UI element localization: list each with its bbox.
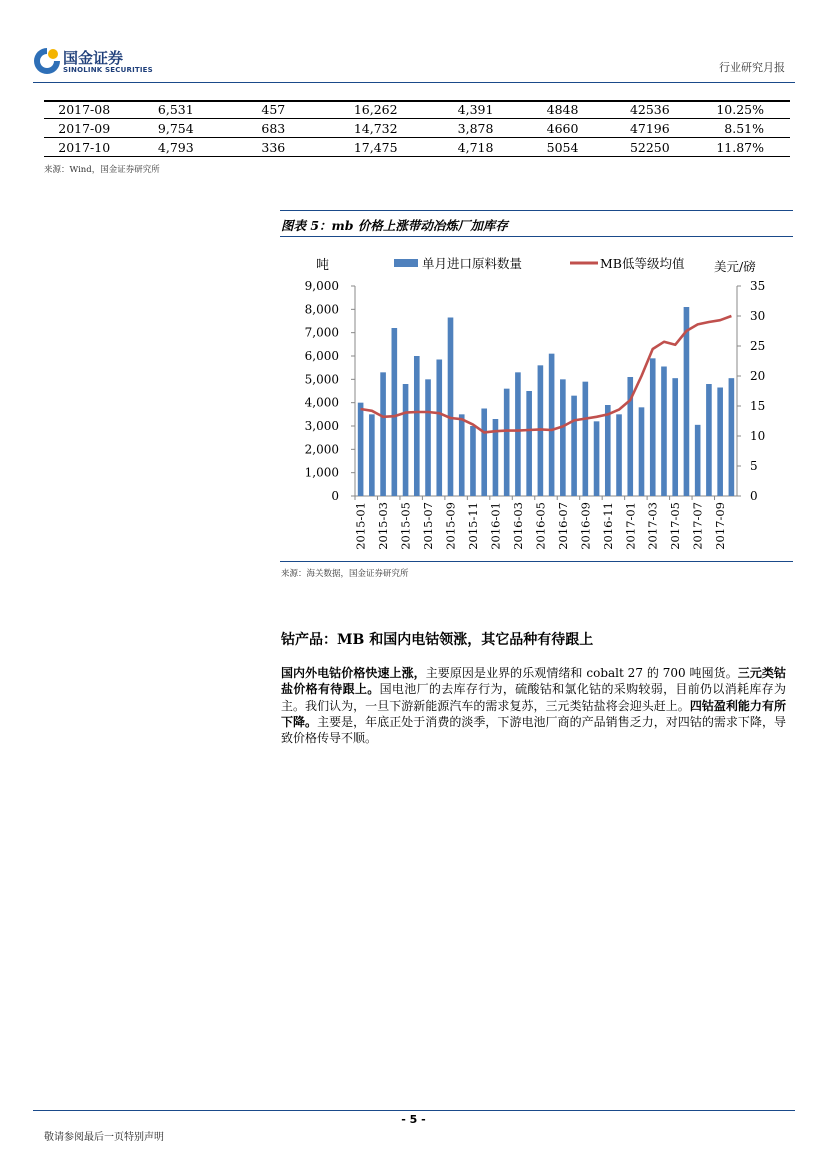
- left-axis-tick-label: 3,000: [304, 419, 339, 433]
- chart-bar: [672, 378, 678, 496]
- x-axis-tick-label: 2016-03: [510, 502, 525, 550]
- page-number: - 5 -: [401, 1113, 426, 1126]
- table-cell: 47196: [629, 120, 670, 136]
- x-axis-tick-label: 2015-03: [376, 502, 391, 550]
- chart-bar: [706, 384, 712, 496]
- table-cell: 6,531: [157, 101, 194, 117]
- table-row: [44, 138, 790, 157]
- table-cell: 4660: [546, 120, 579, 136]
- x-axis-tick-label: 2015-01: [353, 502, 368, 550]
- cobalt-chart: [280, 238, 793, 560]
- chart-bar: [526, 391, 532, 496]
- chart-bar: [661, 367, 667, 497]
- chart-bar: [650, 358, 656, 496]
- chart-bar: [583, 382, 589, 496]
- chart-bar: [549, 354, 555, 496]
- body-text-segment: 主要是，年底正处于消费的淡季，下游电池厂商的产品销售乏力，对四钴的需求下降，导致价格传导不顺。: [281, 714, 786, 746]
- logo-mark-icon: [33, 47, 61, 75]
- right-axis-tick-label: 20: [750, 369, 766, 383]
- table-cell: 3,878: [457, 120, 494, 136]
- chart-bar: [729, 378, 735, 496]
- header-divider: [33, 82, 795, 83]
- table-cell: 4,793: [157, 139, 194, 155]
- table-cell: 336: [261, 139, 286, 155]
- right-axis-tick-label: 5: [750, 459, 758, 473]
- chart-bar: [571, 396, 577, 496]
- chart-bar: [470, 426, 476, 496]
- table-cell: 17,475: [353, 139, 398, 155]
- figure-title-rule: [280, 236, 793, 237]
- left-axis-tick-label: 1,000: [304, 465, 339, 480]
- right-axis-unit: 美元/磅: [714, 259, 756, 274]
- right-axis-tick-label: 30: [750, 309, 766, 323]
- table-cell: 457: [261, 101, 286, 117]
- chart-bar: [403, 384, 409, 496]
- x-axis-tick-label: 2016-11: [600, 502, 615, 550]
- body-paragraph: [281, 665, 786, 746]
- chart-bar: [616, 414, 622, 496]
- data-table: [44, 100, 790, 157]
- logo-english-name: SINOLINK SECURITIES: [63, 66, 153, 74]
- left-axis-tick-label: 7,000: [304, 325, 339, 340]
- table-cell: 4,391: [457, 101, 494, 117]
- table-cell: 8.51%: [724, 120, 764, 136]
- legend-bar-label: 单月进口原料数量: [422, 256, 523, 271]
- table-cell: 52250: [629, 139, 670, 155]
- left-axis-tick-label: 2,000: [304, 442, 339, 457]
- table-cell: 2017-08: [58, 101, 111, 117]
- table-cell: 5054: [546, 139, 579, 155]
- chart-bar: [448, 318, 454, 497]
- bold-key-phrase: 四钴盈利能力有所下降。: [281, 698, 786, 729]
- x-axis-tick-label: 2015-09: [443, 502, 458, 550]
- figure-source-note: 来源：海关数据，国金证券研究所: [281, 569, 409, 579]
- chart-bar: [414, 356, 420, 496]
- company-logo: [33, 47, 153, 79]
- figure-title: 图表 5：mb 价格上涨带动冶炼厂加库存: [281, 218, 508, 233]
- x-axis-tick-label: 2016-09: [578, 502, 593, 550]
- table-cell: 2017-10: [58, 139, 111, 155]
- x-axis-tick-label: 2016-01: [488, 502, 503, 550]
- x-axis-tick-label: 2017-01: [623, 502, 638, 550]
- bold-key-phrase: 国内外电钴价格快速上涨，: [281, 666, 426, 680]
- body-text-segment: 国电池厂的去库存行为，硫酸钴和氯化钴的采购较弱，目前仍以消耗库存为主。我们认为，一旦下游新能源汽车的需求复苏，三元类钴盐将会迎头赶上。: [281, 682, 786, 713]
- table-cell: 4,718: [457, 139, 494, 155]
- x-axis-tick-label: 2017-05: [668, 502, 683, 550]
- x-axis-tick-label: 2017-09: [713, 502, 728, 550]
- x-axis-tick-label: 2015-07: [421, 502, 436, 550]
- figure-top-rule: [280, 210, 793, 211]
- chart-bar: [369, 414, 375, 496]
- x-axis-tick-label: 2015-05: [398, 502, 413, 550]
- chart-bar: [481, 409, 487, 497]
- logo-chinese-name: 国金证券: [63, 49, 124, 67]
- left-axis-tick-label: 9,000: [304, 279, 339, 293]
- table-cell: 14,732: [353, 120, 398, 136]
- chart-bar: [560, 379, 566, 496]
- x-axis-tick-label: 2015-11: [465, 502, 480, 550]
- table-cell: 4848: [546, 101, 579, 117]
- left-axis-tick-label: 8,000: [304, 302, 339, 317]
- chart-bar: [594, 421, 600, 496]
- table-source-note: 来源：Wind，国金证券研究所: [44, 165, 160, 175]
- table-cell: 42536: [629, 101, 670, 117]
- left-axis-tick-label: 0: [331, 489, 339, 503]
- figure-bottom-rule: [280, 561, 793, 562]
- x-axis-tick-label: 2017-03: [645, 502, 660, 550]
- table-row: [44, 119, 790, 138]
- table-cell: 9,754: [157, 120, 194, 136]
- footer-disclaimer-note: 敬请参阅最后一页特别声明: [44, 1132, 164, 1143]
- left-axis-tick-label: 6,000: [304, 349, 339, 363]
- footer-divider: [33, 1110, 795, 1111]
- chart-bar: [605, 405, 611, 496]
- x-axis-tick-label: 2017-07: [690, 502, 705, 550]
- left-axis-tick-label: 5,000: [304, 372, 339, 387]
- chart-bar: [436, 360, 442, 497]
- x-axis-tick-label: 2016-05: [533, 502, 548, 550]
- left-axis-unit: 吨: [316, 258, 330, 273]
- chart-bar: [425, 379, 431, 496]
- body-text-segment: 主要原因是业界的乐观情绪和 cobalt 27 的 700 吨囤货。: [425, 666, 738, 680]
- table-row: [44, 100, 790, 119]
- right-axis-tick-label: 10: [750, 429, 766, 443]
- legend-line-label: MB低等级均值: [600, 256, 685, 271]
- report-type-label: 行业研究月报: [719, 61, 785, 74]
- chart-bar: [717, 388, 723, 497]
- chart-bar: [504, 389, 510, 496]
- table-cell: 2017-09: [58, 120, 111, 136]
- right-axis-tick-label: 25: [750, 339, 766, 353]
- table-cell: 10.25%: [716, 101, 764, 117]
- table-cell: 11.87%: [716, 139, 764, 155]
- left-axis-tick-label: 4,000: [304, 395, 339, 410]
- chart-bar: [459, 414, 465, 496]
- section-heading: 钴产品：MB 和国内电钴领涨，其它品种有待跟上: [281, 632, 594, 648]
- legend-bar-swatch: [394, 259, 418, 267]
- table-cell: 16,262: [353, 101, 398, 117]
- chart-bar: [358, 403, 364, 496]
- table-cell: 683: [261, 120, 286, 136]
- chart-bar: [515, 372, 521, 496]
- x-axis-tick-label: 2016-07: [555, 502, 570, 550]
- chart-bar: [392, 328, 398, 496]
- bold-key-phrase: 三元类钴盐价格有待跟上。: [281, 666, 786, 697]
- chart-bar: [380, 372, 386, 496]
- chart-bar: [695, 425, 701, 496]
- right-axis-tick-label: 15: [750, 399, 766, 413]
- right-axis-tick-label: 0: [750, 489, 758, 503]
- chart-bar: [639, 407, 645, 496]
- right-axis-tick-label: 35: [750, 279, 766, 293]
